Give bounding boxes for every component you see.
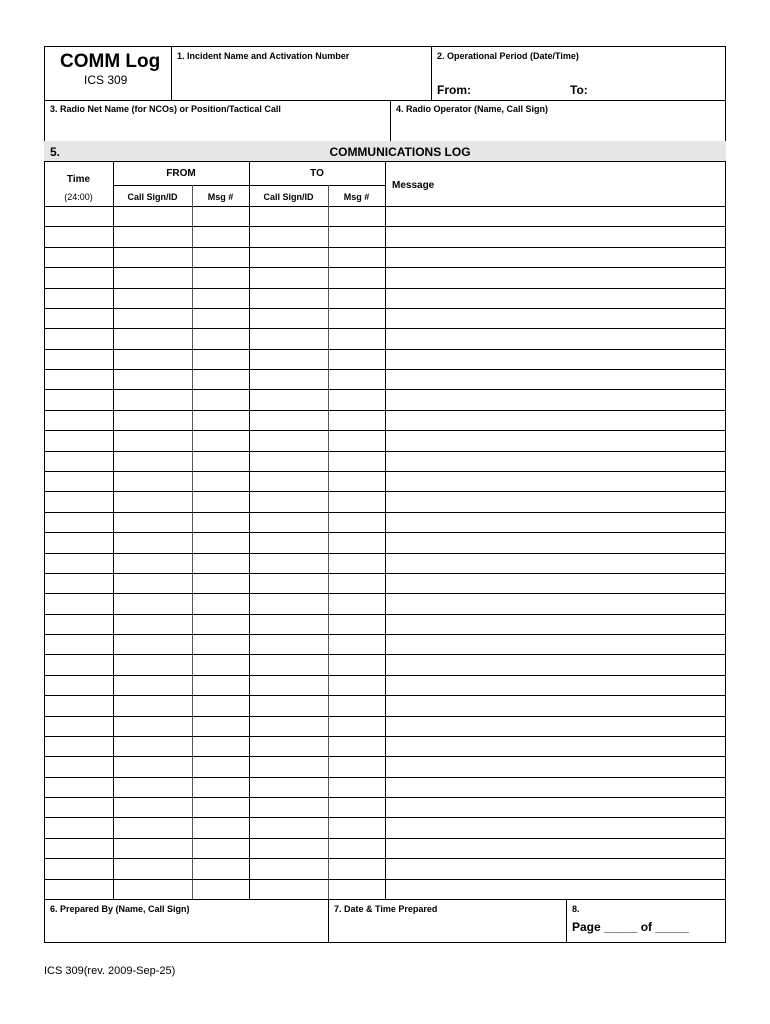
to-call-sign-cell[interactable] xyxy=(250,309,327,327)
time-cell[interactable] xyxy=(45,350,112,368)
to-call-sign-cell[interactable] xyxy=(250,227,327,245)
message-cell[interactable] xyxy=(386,859,725,877)
from-call-sign-cell[interactable] xyxy=(114,574,191,592)
to-msg-cell[interactable] xyxy=(329,635,384,653)
table-row xyxy=(44,430,726,450)
from-call-sign-cell[interactable] xyxy=(114,880,191,898)
operational-period-label: 2. Operational Period (Date/Time) xyxy=(437,51,579,61)
to-msg-header: Msg # xyxy=(343,192,370,202)
form-code: ICS 309 xyxy=(84,73,128,87)
from-msg-cell[interactable] xyxy=(193,818,248,836)
from-call-sign-cell[interactable] xyxy=(114,757,191,775)
time-cell[interactable] xyxy=(45,717,112,735)
to-msg-cell[interactable] xyxy=(329,533,384,551)
time-cell[interactable] xyxy=(45,778,112,796)
from-msg-cell[interactable] xyxy=(193,411,248,429)
message-cell[interactable] xyxy=(386,248,725,266)
to-call-sign-cell[interactable] xyxy=(250,859,327,877)
table-row xyxy=(44,471,726,491)
to-call-sign-cell[interactable] xyxy=(250,676,327,694)
from-call-sign-cell[interactable] xyxy=(114,411,191,429)
to-call-sign-cell[interactable] xyxy=(250,207,327,225)
divider xyxy=(44,899,726,900)
to-call-sign-cell[interactable] xyxy=(250,248,327,266)
from-call-sign-cell[interactable] xyxy=(114,492,191,510)
to-call-sign-cell[interactable] xyxy=(250,289,327,307)
from-msg-cell[interactable] xyxy=(193,533,248,551)
from-msg-cell[interactable] xyxy=(193,390,248,408)
to-call-sign-cell[interactable] xyxy=(250,554,327,572)
to-msg-cell[interactable] xyxy=(329,390,384,408)
prepared-by-field[interactable] xyxy=(46,916,326,942)
from-msg-cell[interactable] xyxy=(193,370,248,388)
time-cell[interactable] xyxy=(45,574,112,592)
period-from-field[interactable] xyxy=(474,80,569,98)
to-msg-cell[interactable] xyxy=(329,370,384,388)
table-row xyxy=(44,410,726,430)
from-msg-cell[interactable] xyxy=(193,717,248,735)
from-msg-cell[interactable] xyxy=(193,289,248,307)
message-cell[interactable] xyxy=(386,880,725,898)
time-cell[interactable] xyxy=(45,594,112,612)
table-row xyxy=(44,267,726,287)
to-call-sign-cell[interactable] xyxy=(250,329,327,347)
to-call-sign-cell[interactable] xyxy=(250,655,327,673)
from-call-sign-cell[interactable] xyxy=(114,533,191,551)
from-call-sign-cell[interactable] xyxy=(114,615,191,633)
time-cell[interactable] xyxy=(45,818,112,836)
time-cell[interactable] xyxy=(45,431,112,449)
to-label: To: xyxy=(570,83,588,97)
section-number: 5. xyxy=(50,145,61,159)
time-cell[interactable] xyxy=(45,492,112,510)
table-row xyxy=(44,675,726,695)
table-row xyxy=(44,532,726,552)
time-cell[interactable] xyxy=(45,533,112,551)
to-msg-cell[interactable] xyxy=(329,880,384,898)
prepared-by-label: 6. Prepared By (Name, Call Sign) xyxy=(50,904,190,914)
from-call-sign-cell[interactable] xyxy=(114,207,191,225)
from-msg-cell[interactable] xyxy=(193,554,248,572)
incident-name-label: 1. Incident Name and Activation Number xyxy=(177,51,350,61)
to-msg-cell[interactable] xyxy=(329,472,384,490)
to-call-sign-cell[interactable] xyxy=(250,472,327,490)
message-cell[interactable] xyxy=(386,289,725,307)
table-row xyxy=(44,491,726,511)
from-call-sign-cell[interactable] xyxy=(114,370,191,388)
time-cell[interactable] xyxy=(45,798,112,816)
from-call-sign-cell[interactable] xyxy=(114,513,191,531)
from-msg-cell[interactable] xyxy=(193,615,248,633)
to-msg-cell[interactable] xyxy=(329,554,384,572)
time-cell[interactable] xyxy=(45,655,112,673)
table-row xyxy=(44,654,726,674)
from-msg-cell[interactable] xyxy=(193,696,248,714)
time-cell[interactable] xyxy=(45,676,112,694)
from-call-sign-cell[interactable] xyxy=(114,248,191,266)
message-cell[interactable] xyxy=(386,268,725,286)
incident-name-field[interactable] xyxy=(172,63,430,99)
time-cell[interactable] xyxy=(45,329,112,347)
to-call-sign-cell[interactable] xyxy=(250,757,327,775)
to-call-sign-cell[interactable] xyxy=(250,635,327,653)
table-row xyxy=(44,614,726,634)
to-call-sign-cell[interactable] xyxy=(250,370,327,388)
from-msg-cell[interactable] xyxy=(193,676,248,694)
to-msg-cell[interactable] xyxy=(329,818,384,836)
from-call-sign-header: Call Sign/ID xyxy=(127,192,178,202)
to-msg-cell[interactable] xyxy=(329,289,384,307)
radio-net-field[interactable] xyxy=(46,116,388,140)
message-cell[interactable] xyxy=(386,757,725,775)
from-call-sign-cell[interactable] xyxy=(114,472,191,490)
radio-net-label: 3. Radio Net Name (for NCOs) or Position/Tactical Call xyxy=(50,104,281,114)
message-cell[interactable] xyxy=(386,207,725,225)
to-call-sign-cell[interactable] xyxy=(250,411,327,429)
from-msg-cell[interactable] xyxy=(193,635,248,653)
time-cell[interactable] xyxy=(45,411,112,429)
table-row xyxy=(44,226,726,246)
from-msg-cell[interactable] xyxy=(193,798,248,816)
divider xyxy=(44,100,726,101)
form-revision: ICS 309(rev. 2009-Sep-25) xyxy=(44,965,176,977)
from-msg-cell[interactable] xyxy=(193,309,248,327)
message-cell[interactable] xyxy=(386,329,725,347)
table-row xyxy=(44,389,726,409)
message-cell[interactable] xyxy=(386,594,725,612)
from-call-sign-cell[interactable] xyxy=(114,554,191,572)
from-msg-cell[interactable] xyxy=(193,207,248,225)
divider xyxy=(566,899,567,943)
table-row xyxy=(44,247,726,267)
date-time-prepared-field[interactable] xyxy=(330,916,564,942)
from-msg-header: Msg # xyxy=(207,192,234,202)
message-cell[interactable] xyxy=(386,615,725,633)
time-cell[interactable] xyxy=(45,452,112,470)
from-msg-cell[interactable] xyxy=(193,737,248,755)
from-call-sign-cell[interactable] xyxy=(114,655,191,673)
from-msg-cell[interactable] xyxy=(193,880,248,898)
to-msg-cell[interactable] xyxy=(329,655,384,673)
message-cell[interactable] xyxy=(386,431,725,449)
to-msg-cell[interactable] xyxy=(329,513,384,531)
from-call-sign-cell[interactable] xyxy=(114,289,191,307)
to-msg-cell[interactable] xyxy=(329,411,384,429)
message-cell[interactable] xyxy=(386,818,725,836)
message-cell[interactable] xyxy=(386,635,725,653)
message-cell[interactable] xyxy=(386,533,725,551)
from-msg-cell[interactable] xyxy=(193,350,248,368)
to-msg-cell[interactable] xyxy=(329,431,384,449)
time-cell[interactable] xyxy=(45,207,112,225)
time-header: Time xyxy=(66,174,91,185)
to-msg-cell[interactable] xyxy=(329,696,384,714)
from-msg-cell[interactable] xyxy=(193,839,248,857)
from-call-sign-cell[interactable] xyxy=(114,696,191,714)
time-cell[interactable] xyxy=(45,370,112,388)
from-msg-cell[interactable] xyxy=(193,431,248,449)
to-call-sign-cell[interactable] xyxy=(250,350,327,368)
from-call-sign-cell[interactable] xyxy=(114,329,191,347)
time-cell[interactable] xyxy=(45,309,112,327)
message-cell[interactable] xyxy=(386,798,725,816)
radio-operator-field[interactable] xyxy=(392,116,724,140)
from-call-sign-cell[interactable] xyxy=(114,390,191,408)
table-row xyxy=(44,553,726,573)
to-header: TO xyxy=(310,168,324,179)
page-number-label: 8. xyxy=(572,904,580,914)
to-msg-cell[interactable] xyxy=(329,594,384,612)
from-call-sign-cell[interactable] xyxy=(114,309,191,327)
time-cell[interactable] xyxy=(45,696,112,714)
table-row xyxy=(44,328,726,348)
to-call-sign-cell[interactable] xyxy=(250,798,327,816)
from-msg-cell[interactable] xyxy=(193,513,248,531)
to-msg-cell[interactable] xyxy=(329,574,384,592)
from-call-sign-cell[interactable] xyxy=(114,431,191,449)
section-title: COMMUNICATIONS LOG xyxy=(329,145,471,159)
to-msg-cell[interactable] xyxy=(329,227,384,245)
time-cell[interactable] xyxy=(45,248,112,266)
message-header: Message xyxy=(392,180,435,191)
from-msg-cell[interactable] xyxy=(193,248,248,266)
message-cell[interactable] xyxy=(386,737,725,755)
page-of-text[interactable]: Page _____ of _____ xyxy=(572,920,689,934)
from-call-sign-cell[interactable] xyxy=(114,818,191,836)
message-cell[interactable] xyxy=(386,839,725,857)
from-msg-cell[interactable] xyxy=(193,859,248,877)
time-cell[interactable] xyxy=(45,289,112,307)
to-msg-cell[interactable] xyxy=(329,268,384,286)
from-call-sign-cell[interactable] xyxy=(114,676,191,694)
to-call-sign-cell[interactable] xyxy=(250,431,327,449)
message-cell[interactable] xyxy=(386,390,725,408)
from-msg-cell[interactable] xyxy=(193,329,248,347)
to-call-sign-cell[interactable] xyxy=(250,492,327,510)
message-cell[interactable] xyxy=(386,227,725,245)
to-call-sign-cell[interactable] xyxy=(250,533,327,551)
table-row xyxy=(44,593,726,613)
time-cell[interactable] xyxy=(45,757,112,775)
table-row xyxy=(44,838,726,858)
message-cell[interactable] xyxy=(386,778,725,796)
period-to-field[interactable] xyxy=(594,80,722,98)
from-msg-cell[interactable] xyxy=(193,655,248,673)
time-cell[interactable] xyxy=(45,737,112,755)
time-cell[interactable] xyxy=(45,880,112,898)
form-title: COMM Log xyxy=(60,51,161,72)
date-time-prepared-label: 7. Date & Time Prepared xyxy=(334,904,438,914)
to-msg-cell[interactable] xyxy=(329,492,384,510)
from-call-sign-cell[interactable] xyxy=(114,798,191,816)
time-cell[interactable] xyxy=(45,859,112,877)
from-msg-cell[interactable] xyxy=(193,574,248,592)
to-msg-cell[interactable] xyxy=(329,207,384,225)
to-msg-cell[interactable] xyxy=(329,778,384,796)
message-cell[interactable] xyxy=(386,655,725,673)
table-row xyxy=(44,206,726,226)
message-cell[interactable] xyxy=(386,492,725,510)
to-msg-cell[interactable] xyxy=(329,309,384,327)
time-cell[interactable] xyxy=(45,227,112,245)
table-row xyxy=(44,736,726,756)
from-call-sign-cell[interactable] xyxy=(114,452,191,470)
from-call-sign-cell[interactable] xyxy=(114,635,191,653)
to-call-sign-cell[interactable] xyxy=(250,513,327,531)
from-label: From: xyxy=(437,83,471,97)
message-cell[interactable] xyxy=(386,350,725,368)
message-cell[interactable] xyxy=(386,472,725,490)
table-row xyxy=(44,634,726,654)
message-cell[interactable] xyxy=(386,309,725,327)
table-row xyxy=(44,695,726,715)
to-msg-cell[interactable] xyxy=(329,452,384,470)
table-row xyxy=(44,288,726,308)
table-row xyxy=(44,777,726,797)
to-msg-cell[interactable] xyxy=(329,737,384,755)
from-call-sign-cell[interactable] xyxy=(114,717,191,735)
message-cell[interactable] xyxy=(386,370,725,388)
message-cell[interactable] xyxy=(386,452,725,470)
time-cell[interactable] xyxy=(45,839,112,857)
to-msg-cell[interactable] xyxy=(329,329,384,347)
to-call-sign-cell[interactable] xyxy=(250,880,327,898)
to-call-sign-cell[interactable] xyxy=(250,717,327,735)
time-cell[interactable] xyxy=(45,472,112,490)
divider xyxy=(431,46,432,100)
from-msg-cell[interactable] xyxy=(193,227,248,245)
to-msg-cell[interactable] xyxy=(329,615,384,633)
message-cell[interactable] xyxy=(386,574,725,592)
from-call-sign-cell[interactable] xyxy=(114,350,191,368)
from-msg-cell[interactable] xyxy=(193,452,248,470)
from-call-sign-cell[interactable] xyxy=(114,778,191,796)
from-msg-cell[interactable] xyxy=(193,757,248,775)
table-row xyxy=(44,512,726,532)
to-msg-cell[interactable] xyxy=(329,839,384,857)
table-row xyxy=(44,797,726,817)
from-call-sign-cell[interactable] xyxy=(114,737,191,755)
to-msg-cell[interactable] xyxy=(329,676,384,694)
message-cell[interactable] xyxy=(386,696,725,714)
table-row xyxy=(44,817,726,837)
table-row xyxy=(44,858,726,878)
radio-operator-label: 4. Radio Operator (Name, Call Sign) xyxy=(396,104,549,114)
from-call-sign-cell[interactable] xyxy=(114,227,191,245)
table-row xyxy=(44,451,726,471)
time-format: (24:00) xyxy=(64,192,93,202)
from-msg-cell[interactable] xyxy=(193,492,248,510)
to-call-sign-cell[interactable] xyxy=(250,615,327,633)
to-call-sign-cell[interactable] xyxy=(250,574,327,592)
message-cell[interactable] xyxy=(386,411,725,429)
table-row xyxy=(44,756,726,776)
to-msg-cell[interactable] xyxy=(329,798,384,816)
to-msg-cell[interactable] xyxy=(329,350,384,368)
to-msg-cell[interactable] xyxy=(329,859,384,877)
time-cell[interactable] xyxy=(45,390,112,408)
to-call-sign-cell[interactable] xyxy=(250,268,327,286)
from-call-sign-cell[interactable] xyxy=(114,859,191,877)
table-row xyxy=(44,349,726,369)
to-call-sign-cell[interactable] xyxy=(250,818,327,836)
from-call-sign-cell[interactable] xyxy=(114,839,191,857)
to-msg-cell[interactable] xyxy=(329,757,384,775)
from-msg-cell[interactable] xyxy=(193,778,248,796)
divider xyxy=(390,100,391,141)
to-call-sign-header: Call Sign/ID xyxy=(263,192,314,202)
to-msg-cell[interactable] xyxy=(329,717,384,735)
from-msg-cell[interactable] xyxy=(193,472,248,490)
to-call-sign-cell[interactable] xyxy=(250,390,327,408)
time-cell[interactable] xyxy=(45,268,112,286)
from-msg-cell[interactable] xyxy=(193,268,248,286)
time-cell[interactable] xyxy=(45,635,112,653)
table-row xyxy=(44,573,726,593)
to-call-sign-cell[interactable] xyxy=(250,594,327,612)
message-cell[interactable] xyxy=(386,554,725,572)
message-cell[interactable] xyxy=(386,513,725,531)
to-call-sign-cell[interactable] xyxy=(250,737,327,755)
time-cell[interactable] xyxy=(45,513,112,531)
to-call-sign-cell[interactable] xyxy=(250,778,327,796)
message-cell[interactable] xyxy=(386,676,725,694)
table-row xyxy=(44,308,726,328)
divider xyxy=(328,899,329,943)
from-msg-cell[interactable] xyxy=(193,594,248,612)
table-row xyxy=(44,369,726,389)
message-cell[interactable] xyxy=(386,717,725,735)
from-call-sign-cell[interactable] xyxy=(114,268,191,286)
from-call-sign-cell[interactable] xyxy=(114,594,191,612)
to-msg-cell[interactable] xyxy=(329,248,384,266)
from-header: FROM xyxy=(166,168,196,179)
to-call-sign-cell[interactable] xyxy=(250,452,327,470)
time-cell[interactable] xyxy=(45,554,112,572)
to-call-sign-cell[interactable] xyxy=(250,839,327,857)
time-cell[interactable] xyxy=(45,615,112,633)
table-row xyxy=(44,879,726,899)
table-row xyxy=(44,716,726,736)
to-call-sign-cell[interactable] xyxy=(250,696,327,714)
